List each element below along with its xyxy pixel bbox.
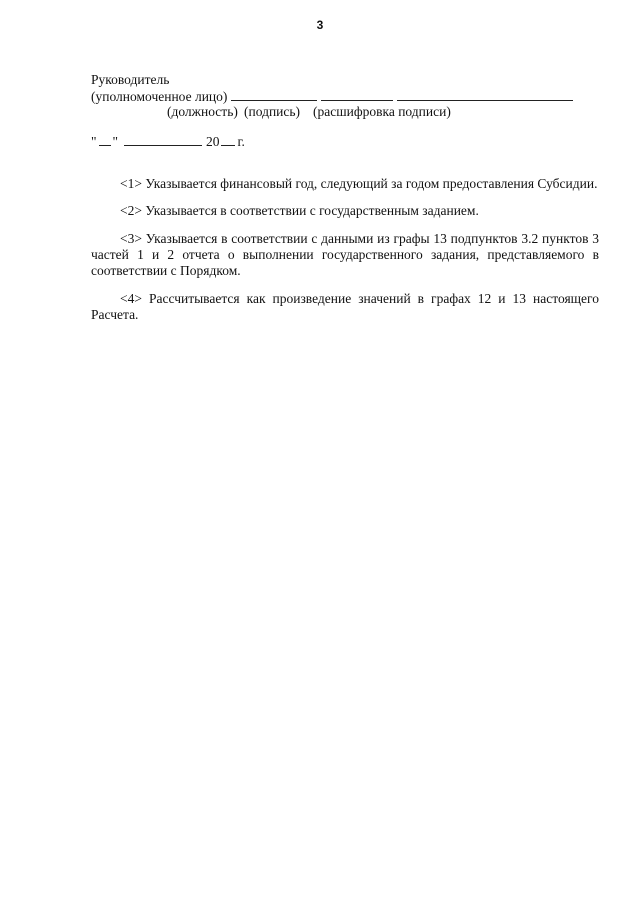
- footnote-3: <3> Указывается в соответствии с данными из графы 13 подпунктов 3.2 пунктов 3 частей 1 и 2 отчета о выполнении государственного задания, представляемого в соответствии с Порядком.: [91, 231, 599, 278]
- month-blank: [124, 133, 202, 146]
- date-close-quote: ": [112, 134, 119, 149]
- year-blank: [221, 133, 235, 146]
- signature-block: [91, 72, 573, 120]
- signature-subtitle: (уполномоченное лицо): [91, 89, 228, 104]
- signature-captions: [91, 104, 573, 120]
- decoding-caption: (расшифровка подписи): [313, 104, 451, 119]
- signature-caption: (подпись): [244, 104, 301, 119]
- footnote-1: <1> Указывается финансовый год, следующий за годом предоставления Субсидии.: [120, 176, 598, 191]
- signature-title: Руководитель: [91, 72, 170, 87]
- year-suffix: г.: [237, 134, 245, 149]
- decoding-blank: [397, 88, 573, 101]
- year-prefix: 20: [206, 134, 220, 149]
- position-caption: (должность): [167, 104, 238, 119]
- footnote-2: <2> Указывается в соответствии с государственным заданием.: [120, 203, 479, 218]
- date-line: [91, 133, 245, 150]
- signature-fields-line: [91, 88, 573, 104]
- signature-title-line: [91, 72, 573, 88]
- signature-blank: [321, 88, 393, 101]
- page-number: 3: [316, 18, 324, 32]
- day-blank: [99, 133, 111, 146]
- position-blank: [231, 88, 317, 101]
- date-open-quote: ": [91, 134, 97, 149]
- footnote-4: <4> Рассчитывается как произведение значений в графах 12 и 13 настоящего Расчета.: [91, 291, 599, 322]
- footnotes: [91, 176, 599, 336]
